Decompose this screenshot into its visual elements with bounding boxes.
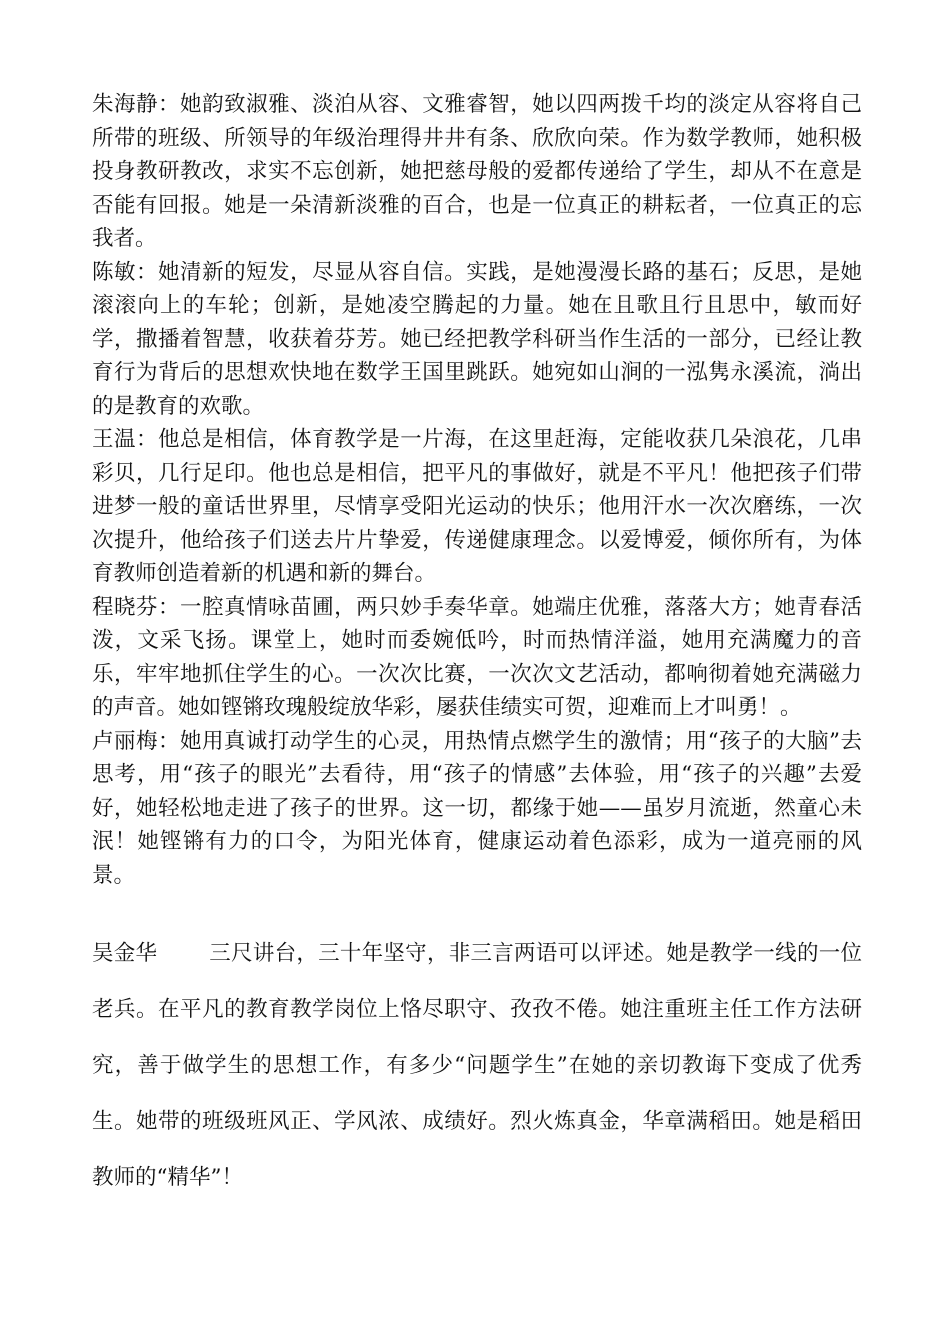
- final-entry-text: 三尺讲台，三十年坚守，非三言两语可以评述。她是教学一线的一位老兵。在平凡的教育教学岗位上恪尽职守、孜孜不倦。她注重班主任工作方法研究，善于做学生的思想工作，有多少“问题学生”在她的亲切教诲下变成了优秀生。她带的班级班风正、学风浓、成绩好。烈火炼真金，华章满稻田。她是稻田教师的“精华”！: [92, 941, 862, 1190]
- entry-text: ：她清新的短发，尽显从容自信。实践，是她漫漫长路的基石；反思，是她滚滚向上的车轮；创新，是她凌空腾起的力量。她在且歌且行且思中，敏而好学，撒播着智慧，收获着芬芳。她已经把教学科研当作生活的一部分，已经让教育行为背后的思想欢快地在数学王国里跳跃。她宛如山涧的一泓隽永溪流，淌出的是教育的欢歌。: [92, 259, 862, 419]
- document-page: [92, 88, 862, 1206]
- final-entry-name: 吴金华: [92, 941, 158, 966]
- entry-text: ：她韵致淑雅、淡泊从容、文雅睿智，她以四两拨千均的淡定从容将自己所带的班级、所领导的年级治理得井井有条、欣欣向荣。作为数学教师，她积极投身教研教改，求实不忘创新，她把慈母般的爱都传递给了学生，却从不在意是否能有回报。她是一朵清新淡雅的百合，也是一位真正的耕耘者，一位真正的忘我者。: [92, 92, 862, 251]
- entry-name: 卢丽梅: [92, 728, 158, 754]
- entry-name: 程晓芬: [92, 594, 159, 620]
- entry-paragraph-2: [92, 256, 862, 424]
- entry-paragraph-5: [92, 725, 862, 893]
- entry-name: 朱海静: [92, 92, 159, 117]
- entry-paragraph-1: [92, 88, 862, 256]
- paragraph-gap: [92, 892, 862, 926]
- final-entry-paragraph: [92, 926, 862, 1206]
- entry-text: ：他总是相信，体育教学是一片海，在这里赶海，定能收获几朵浪花，几串彩贝，几行足印。他也总是相信，把平凡的事做好，就是不平凡！他把孩子们带进梦一般的童话世界里，尽情享受阳光运动的快乐；他用汗水一次次磨练，一次次提升，他给孩子们送去片片挚爱，传递健康理念。以爱博爱，倾你所有，为体育教师创造着新的机遇和新的舞台。: [92, 427, 862, 586]
- entry-paragraph-4: [92, 591, 862, 725]
- entry-text: ：她用真诚打动学生的心灵，用热情点燃学生的激情；用“孩子的大脑”去思考，用“孩子的眼光”去看待，用“孩子的情感”去体验，用“孩子的兴趣”去爱好，她轻松地走进了孩子的世界。这一切，都缘于她——虽岁月流逝，然童心未泯！她铿锵有力的口令，为阳光体育，健康运动着色添彩，成为一道亮丽的风景。: [92, 728, 862, 888]
- entry-text: ：一腔真情咏苗圃，两只妙手奏华章。她端庄优雅，落落大方；她青春活泼，文采飞扬。课堂上，她时而委婉低吟，时而热情洋溢，她用充满魔力的音乐，牢牢地抓住学生的心。一次次比赛，一次次文艺活动，都响彻着她充满磁力的声音。她如铿锵玫瑰般绽放华彩，屡获佳绩实可贺，迎难而上才叫勇！。: [92, 594, 862, 720]
- entry-name: 陈敏: [92, 259, 137, 285]
- entry-paragraph-3: [92, 423, 862, 591]
- entry-name: 王温: [92, 427, 137, 452]
